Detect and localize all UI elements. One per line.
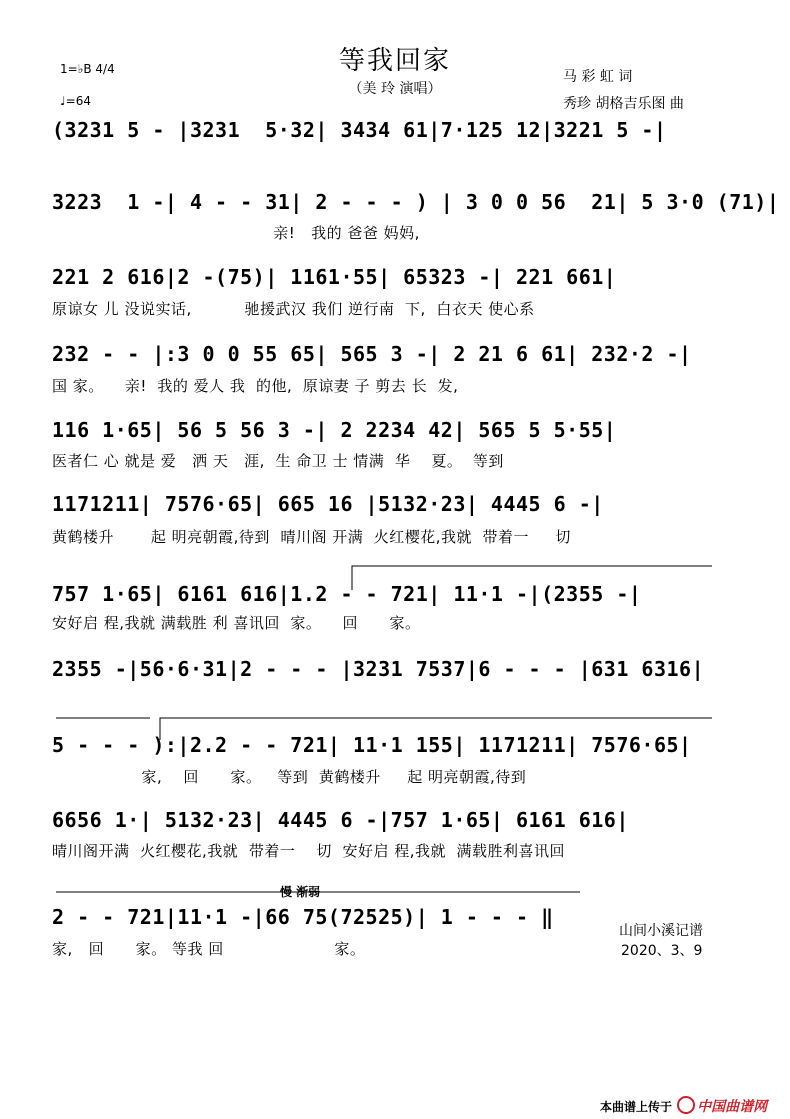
lyricist-credit: 马 彩 虹 词: [563, 69, 633, 85]
song-title: 等我回家: [338, 46, 451, 76]
score-line-6: 1171211| 7576·65| 665 16 |5132·23| 4445 6 -|: [52, 492, 604, 516]
dynamics-marking: 慢 渐弱: [280, 885, 321, 899]
score-line-3: 221 2 616|2 -(75)| 1161·55| 65323 -| 221 661|: [52, 265, 617, 289]
site-footer: [600, 1096, 767, 1116]
lyric-line-10: 晴川阁开满 火红樱花,我就 带着一 切 安好启 程,我就 满载胜利喜讯回: [52, 842, 566, 860]
score-line-8: 2355 -|56·6·31|2 - - - |3231 7537|6 - - - |631 6316|: [52, 657, 705, 681]
lyric-line-4: 国 家。 亲! 我的 爱人 我 的他, 原谅妻 子 剪去 长 发,: [52, 377, 459, 395]
score-line-4: 232 - - |:3 0 0 55 65| 565 3 -| 2 21 6 61| 232·2 -|: [52, 342, 692, 366]
key-signature: 1=♭B 4/4: [60, 62, 115, 76]
site-logo[interactable]: [677, 1099, 767, 1115]
score-line-1: (3231 5 - |3231 5·32| 3434 61|7·125 12|3221 5 -|: [52, 118, 667, 142]
lyric-line-2: 亲! 我的 爸爸 妈妈,: [52, 224, 420, 242]
lyric-line-5: 医者仁 心 就是 爱 洒 天 涯, 生 命卫 士 情满 华 夏。 等到: [52, 452, 504, 470]
lyric-line-6: 黄鹤楼升 起 明亮朝霞,待到 晴川阁 开满 火红樱花,我就 带着一 切: [52, 528, 571, 546]
site-name: 中国曲谱网: [697, 1099, 768, 1115]
score-line-9: 5 - - - ):|2.2 - - 721| 11·1 155| 1171211| 7576·65|: [52, 733, 692, 757]
score-line-7: 757 1·65| 6161 616|1.2 - - 721| 11·1 -|(2355 -|: [52, 582, 642, 606]
lyric-line-7: 安好启 程,我就 满载胜 利 喜讯回 家。 回 家。: [52, 614, 421, 632]
logo-icon: [677, 1096, 695, 1114]
transcription-date: 2020、3、9: [621, 943, 703, 959]
lyric-line-11: 家, 回 家。 等我 回 家。: [52, 940, 366, 958]
tempo-marking: ♩=64: [60, 94, 91, 108]
score-line-5: 116 1·65| 56 5 56 3 -| 2 2234 42| 565 5 5·55|: [52, 418, 617, 442]
score-line-11: 2 - - 721|11·1 -|66 75(72525)| 1 - - - ‖: [52, 905, 554, 929]
transcriber-credit: 山间小溪记谱: [619, 923, 703, 939]
score-line-2: 3223 1 -| 4 - - 31| 2 - - - ) | 3 0 0 56 21| 5 3·0 (71)|: [52, 190, 780, 214]
upload-text: 本曲谱上传于: [600, 1100, 673, 1114]
score-line-10: 6656 1·| 5132·23| 4445 6 -|757 1·65| 6161 616|: [52, 808, 629, 832]
composer-credit: 秀珍 胡格吉乐图 曲: [563, 96, 684, 112]
lyric-line-3: 原谅女 儿 没说实话, 驰援武汉 我们 逆行南 下, 白衣天 使心系: [52, 300, 535, 318]
performer-subtitle: （美 玲 演唱）: [348, 81, 442, 97]
lyric-line-9: 家, 回 家。 等到 黄鹤楼升 起 明亮朝霞,待到: [52, 768, 527, 786]
